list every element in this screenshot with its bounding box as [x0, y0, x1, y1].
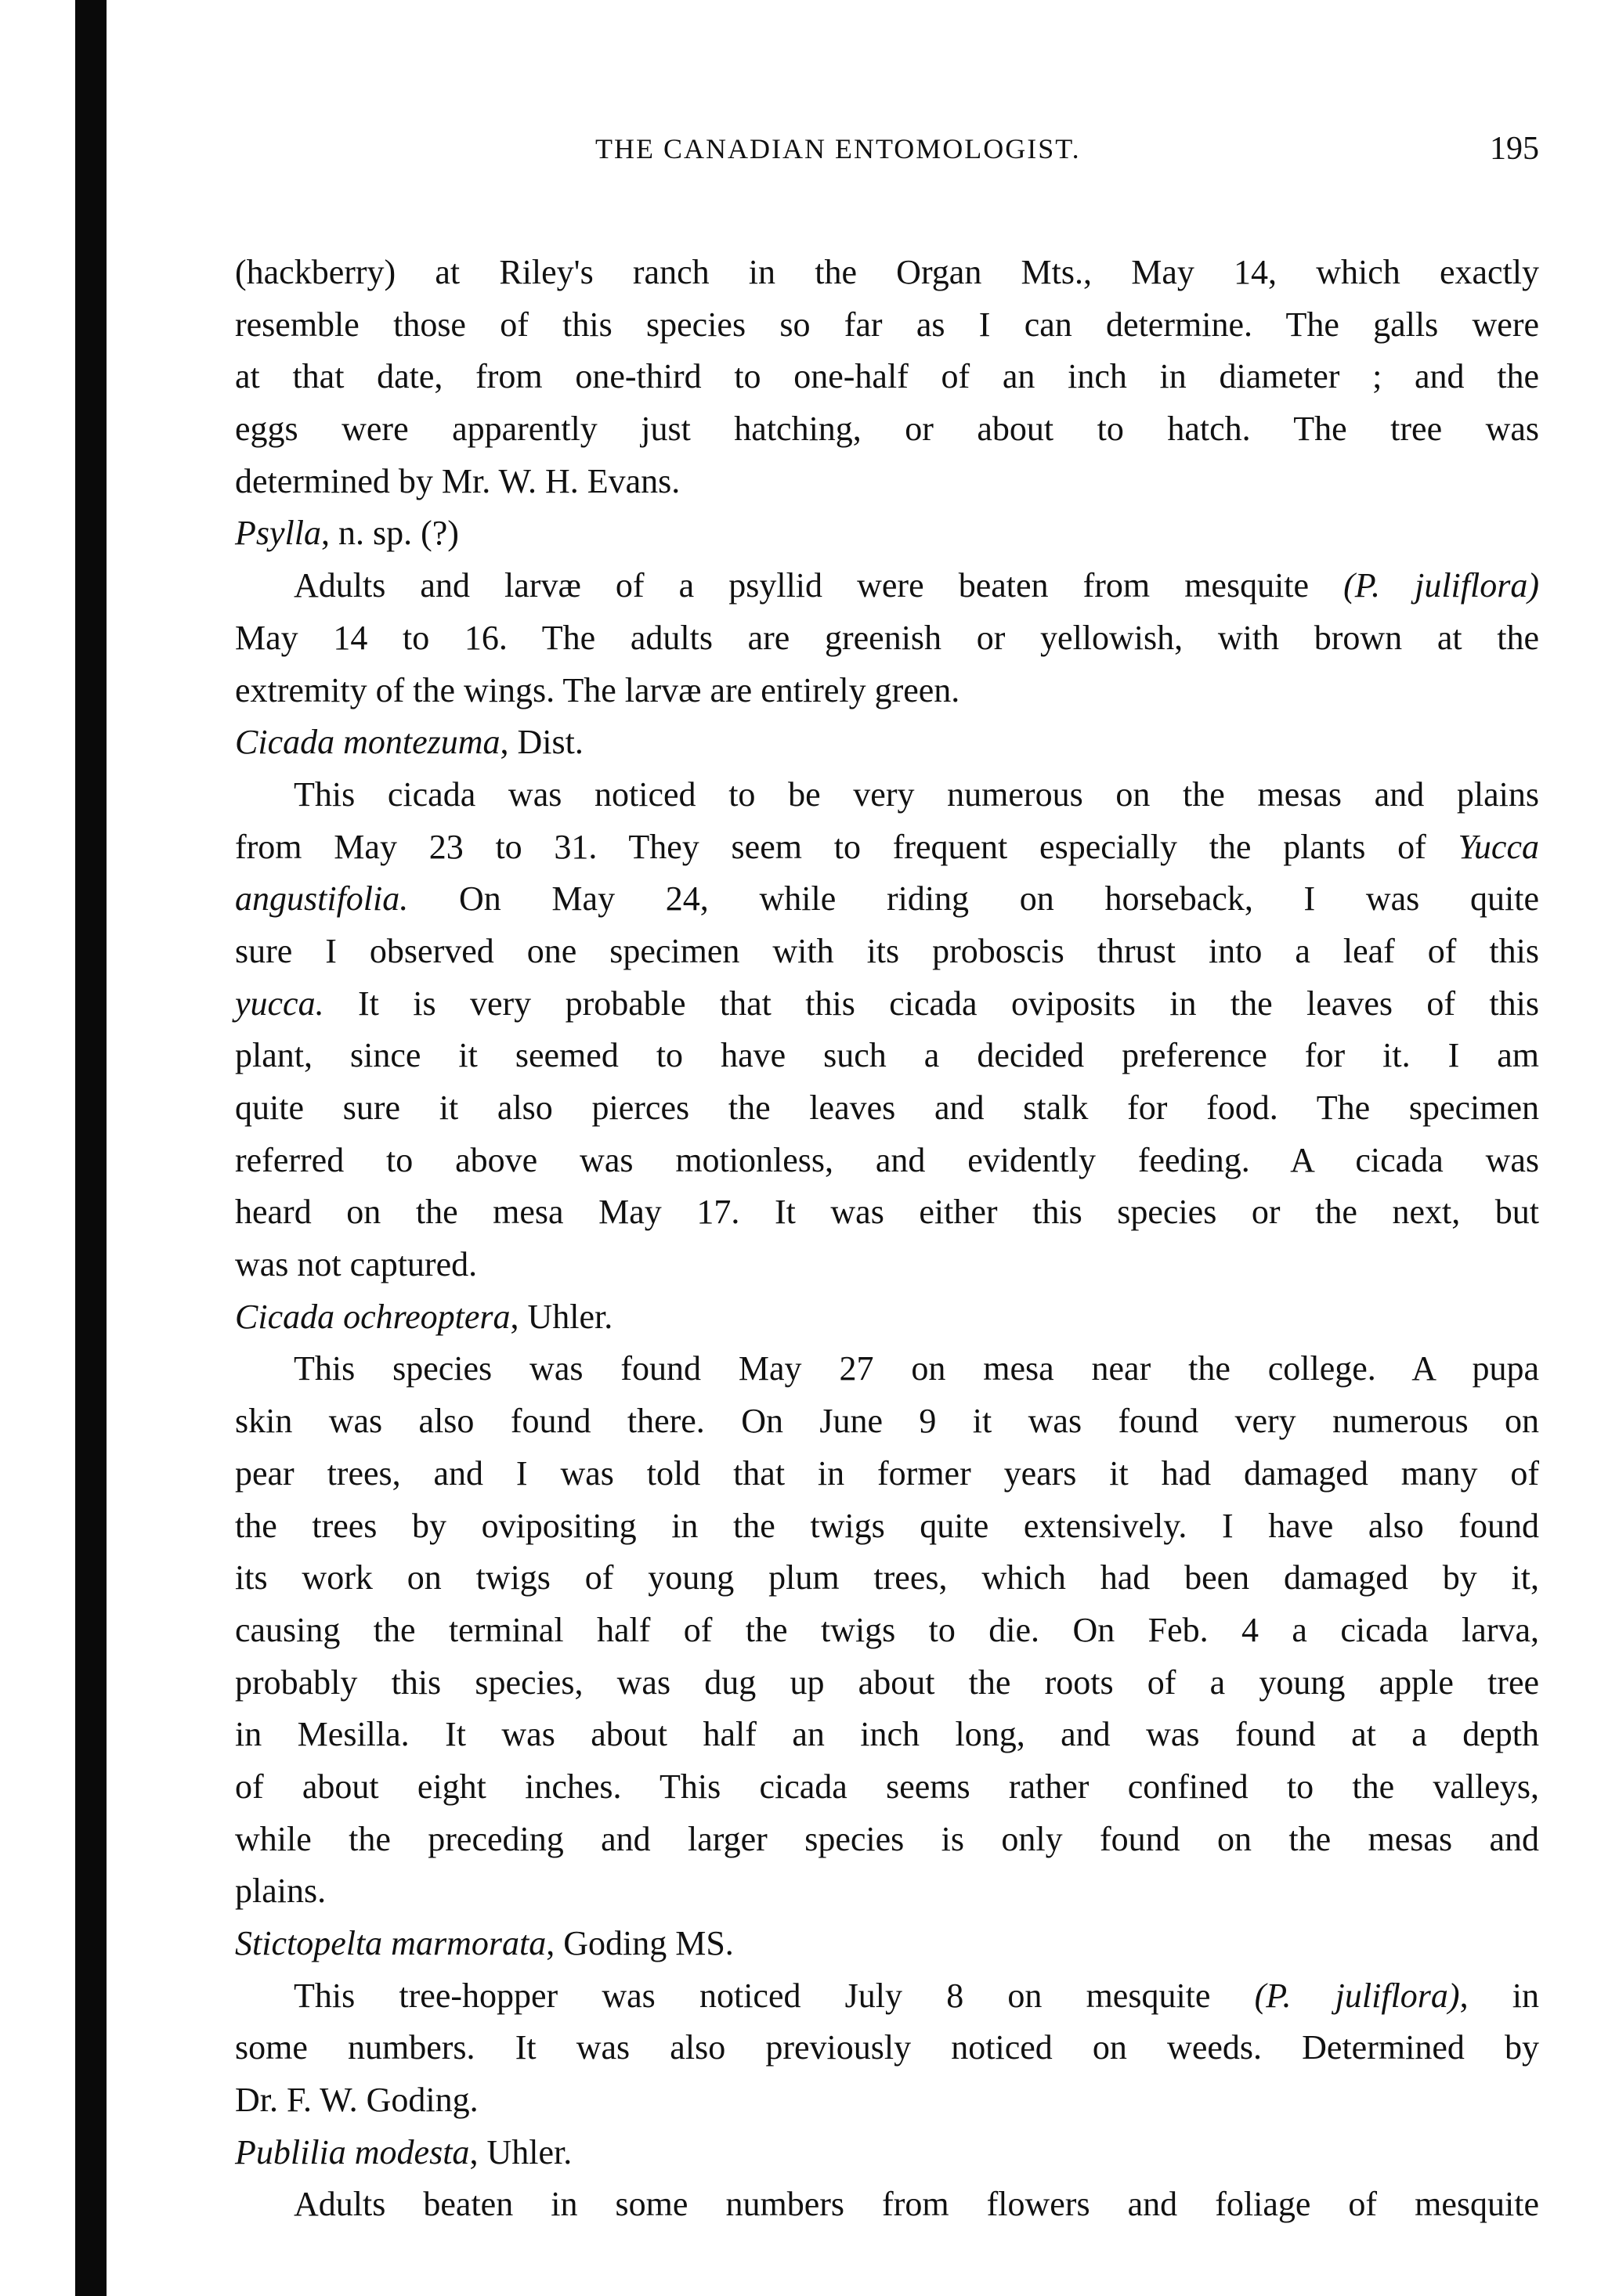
text-span: It is very probable that this cicada oviposits in the leaves of this: [323, 984, 1539, 1023]
text-line: [235, 299, 1539, 352]
text-span: pear trees, and I was told that in former years it had damaged many of: [235, 1453, 1539, 1493]
italic-text: Yucca: [1458, 827, 1539, 866]
text-span: This species was found May 27 on mesa near the college. A pupa: [294, 1349, 1539, 1388]
text-span: at that date, from one-third to one-half of an inch in diameter ; and the: [235, 357, 1539, 396]
text-line: [235, 612, 1539, 665]
text-span: some numbers. It was also previously noticed on weeds. Determined by: [235, 2028, 1539, 2067]
text-line: [235, 1395, 1539, 1448]
text-line: [235, 560, 1539, 612]
text-line: [235, 247, 1539, 299]
italic-text: (P. juliflora): [1343, 566, 1539, 605]
text-line: [235, 403, 1539, 456]
text-span: while the preceding and larger species is only found on the mesas and: [235, 1819, 1539, 1858]
text-line: [235, 926, 1539, 978]
text-span: , in: [1459, 1976, 1539, 2015]
italic-text: Cicada montezuma: [235, 723, 501, 762]
text-line: [235, 873, 1539, 926]
text-line: [235, 769, 1539, 821]
species-heading: [235, 1918, 1539, 1970]
text-line: [235, 1500, 1539, 1553]
species-heading: [235, 507, 1539, 560]
species-heading: [235, 2127, 1539, 2179]
text-span: in Mesilla. It was about half an inch long, and was found at a depth: [235, 1715, 1539, 1754]
text-line: [235, 1186, 1539, 1239]
text-span: , Dist.: [500, 723, 584, 762]
text-line: [235, 2179, 1539, 2231]
text-span: of about eight inches. This cicada seems rather confined to the valleys,: [235, 1767, 1539, 1806]
text-span: extremity of the wings. The larvæ are entirely green.: [235, 670, 960, 709]
text-line: [235, 1970, 1539, 2023]
text-line: [235, 1552, 1539, 1605]
italic-text: yucca.: [235, 984, 324, 1023]
italic-text: Psylla: [235, 514, 321, 553]
text-span: Adults and larvæ of a psyllid were beaten from mesquite: [294, 566, 1344, 605]
text-line: [235, 978, 1539, 1031]
text-span: This cicada was noticed to be very numerous on the mesas and plains: [294, 774, 1539, 814]
text-line: [235, 1657, 1539, 1709]
text-line: [235, 821, 1539, 874]
text-line: [235, 456, 1539, 508]
text-span: May 14 to 16. The adults are greenish or yellowish, with brown at the: [235, 618, 1539, 657]
text-span: plant, since it seemed to have such a decided preference for it. I am: [235, 1036, 1539, 1075]
text-line: [235, 2074, 1539, 2127]
italic-text: (P. juliflora): [1254, 1976, 1460, 2015]
scan-binding-edge: [75, 0, 107, 2296]
running-title: THE CANADIAN ENTOMOLOGIST.: [595, 133, 1081, 164]
text-span: resemble those of this species so far as I can determine. The galls were: [235, 305, 1539, 344]
text-span: determined by Mr. W. H. Evans.: [235, 461, 681, 500]
text-span: the trees by ovipositing in the twigs quite extensively. I have also found: [235, 1506, 1539, 1545]
text-line: [235, 1761, 1539, 1814]
text-line: [235, 1343, 1539, 1395]
text-span: , Uhler.: [469, 2132, 573, 2171]
text-line: [235, 1814, 1539, 1866]
text-span: On May 24, while riding on horseback, I was quite: [408, 879, 1539, 919]
text-span: sure I observed one specimen with its proboscis thrust into a leaf of this: [235, 931, 1539, 970]
text-span: quite sure it also pierces the leaves and stalk for food. The specimen: [235, 1088, 1539, 1127]
text-line: [235, 351, 1539, 403]
text-line: [235, 1082, 1539, 1135]
text-span: eggs were apparently just hatching, or about to hatch. The tree was: [235, 410, 1539, 449]
page-header: [235, 125, 1539, 172]
italic-text: Cicada ochreoptera: [235, 1297, 511, 1336]
text-span: , Goding MS.: [546, 1924, 734, 1962]
text-span: its work on twigs of young plum trees, which had been damaged by it,: [235, 1558, 1539, 1597]
text-span: , n. sp. (?): [320, 514, 459, 553]
italic-text: Stictopelta marmorata: [235, 1924, 547, 1962]
text-span: , Uhler.: [510, 1297, 613, 1336]
text-line: [235, 1135, 1539, 1187]
italic-text: angustifolia.: [235, 879, 409, 919]
text-line: [235, 1448, 1539, 1500]
text-span: probably this species, was dug up about the roots of a young apple tree: [235, 1662, 1539, 1702]
text-span: referred to above was motionless, and evidently feeding. A cicada was: [235, 1140, 1539, 1179]
text-span: heard on the mesa May 17. It was either this species or the next, but: [235, 1193, 1539, 1232]
text-line: [235, 1709, 1539, 1761]
text-line: [235, 1030, 1539, 1082]
text-span: causing the terminal half of the twigs to die. On Feb. 4 a cicada larva,: [235, 1610, 1539, 1649]
text-line: [235, 1865, 1539, 1918]
text-line: [235, 665, 1539, 717]
text-span: Dr. F. W. Goding.: [235, 2081, 479, 2120]
text-line: [235, 2022, 1539, 2074]
text-span: This tree-hopper was noticed July 8 on mesquite: [294, 1976, 1255, 2015]
text-span: from May 23 to 31. They seem to frequent especially the plants of: [235, 827, 1458, 866]
page-number: 195: [1490, 131, 1539, 167]
text-span: Adults beaten in some numbers from flowers and foliage of mesquite: [294, 2185, 1539, 2224]
species-heading: [235, 717, 1539, 769]
species-heading: [235, 1291, 1539, 1344]
text-line: [235, 1605, 1539, 1657]
italic-text: Publilia modesta: [235, 2132, 470, 2171]
text-span: plains.: [235, 1872, 327, 1911]
text-line: [235, 1239, 1539, 1291]
page-body: [235, 247, 1539, 2231]
text-span: was not captured.: [235, 1245, 478, 1284]
text-span: skin was also found there. On June 9 it was found very numerous on: [235, 1402, 1539, 1441]
text-span: (hackberry) at Riley's ranch in the Organ Mts., May 14, which exactly: [235, 253, 1539, 291]
